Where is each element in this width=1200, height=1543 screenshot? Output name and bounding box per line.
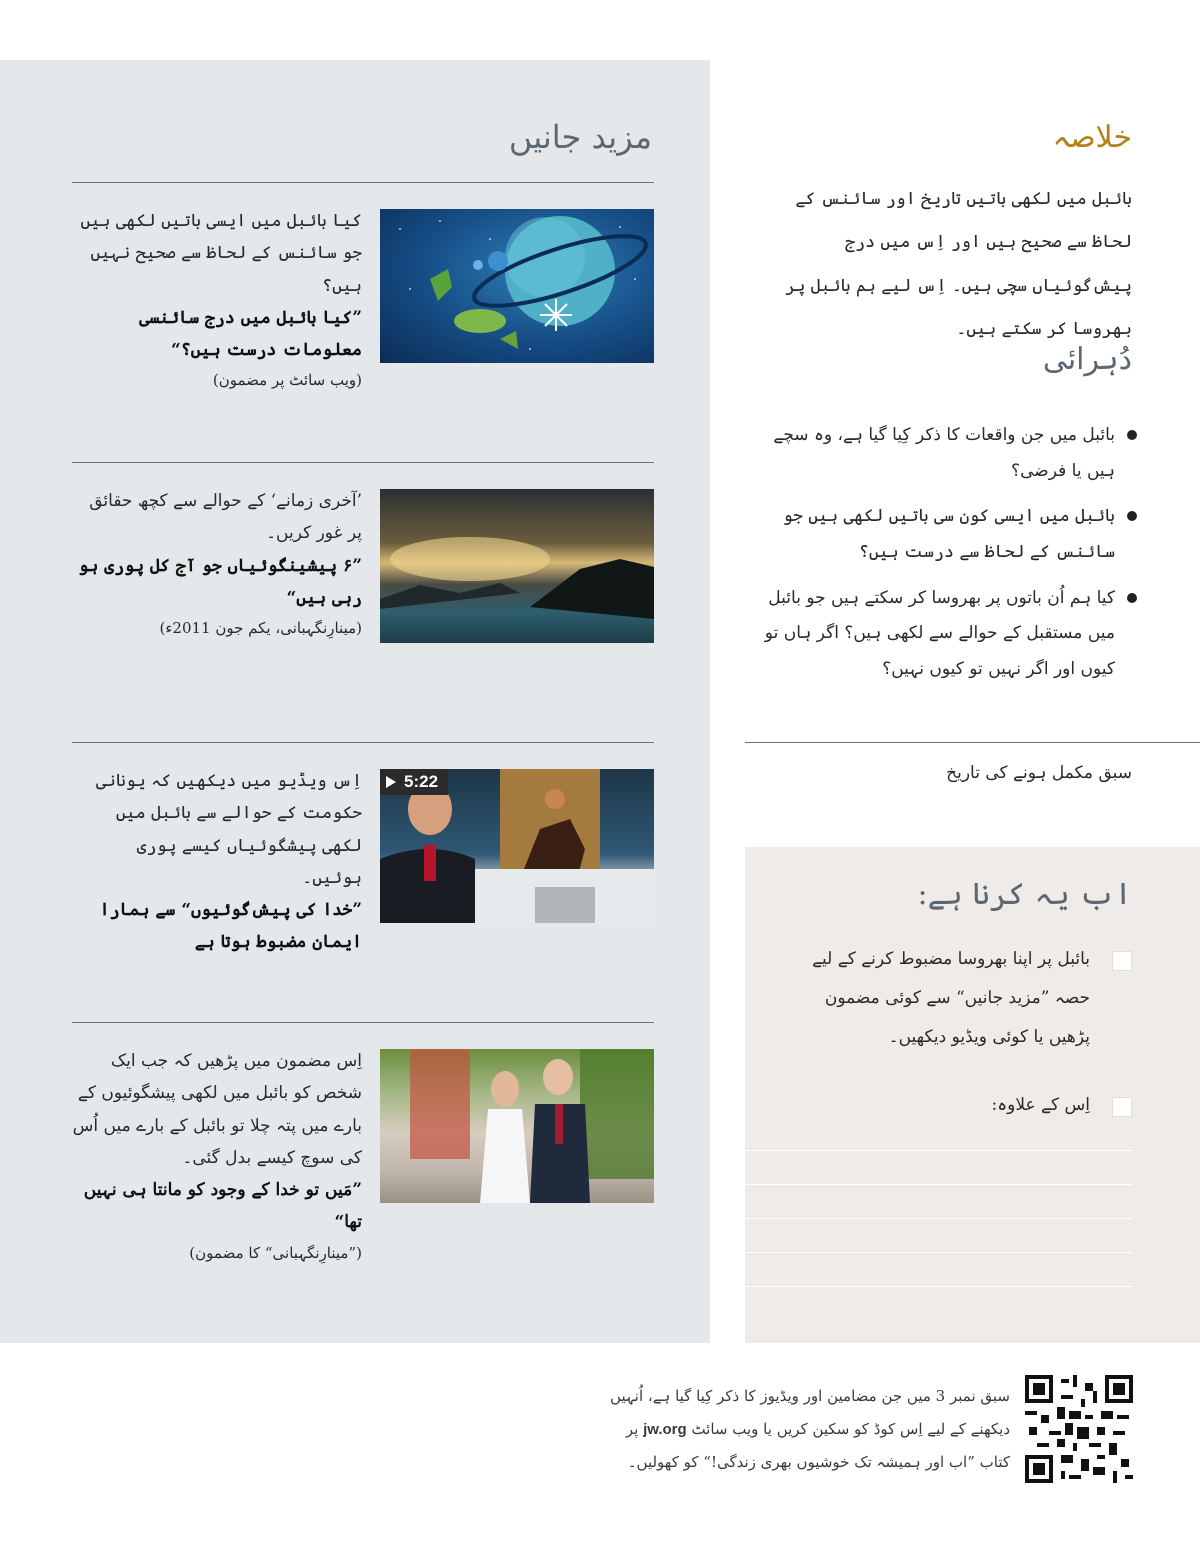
todo-checkbox-1[interactable] [1112,951,1132,971]
divider [72,742,654,743]
todo-item-1: بائبل پر اپنا بھروسا مضبوط کرنے کے لیے حصہ ”مزید جانیں“ سے کوئی مضمون پڑھیں یا کوئی ویڈیو دیکھیں۔ [812,949,1090,1048]
divider [72,462,654,463]
article-text-3 [72,765,362,959]
video-duration: 5:22 [404,772,439,791]
video-thumbnail[interactable] [380,769,654,923]
article-link[interactable]: ”۶ پیشینگوئیاں جو آج کل پوری ہو رہی ہیں“ [78,555,362,608]
divider [745,742,1200,743]
article-image-storm[interactable] [380,489,654,643]
article-text-1 [72,205,362,395]
more-title: مزید جانیں [508,118,652,156]
review-question: بائبل میں جن واقعات کا ذکر کِیا گیا ہے، وہ سچے ہیں یا فرضی؟ [760,418,1115,489]
write-line[interactable] [745,1184,1133,1185]
todo-title: اب یہ کرنا ہے: [917,877,1132,912]
video-link[interactable]: ”خدا کی پیش‌گوئیوں“ سے ہمارا ایمان مضبوط ہوتا ہے [99,900,362,953]
video-duration-badge [380,769,448,795]
bullet-icon [1127,593,1137,603]
article-text-2 [72,485,362,643]
divider [72,182,654,183]
couple-scene [380,1049,654,1203]
site-link[interactable]: jw.org [643,1421,687,1438]
bullet-icon [1127,511,1137,521]
article-source: (مینارِنگہبانی، یکم جون 2011ء) [159,619,362,638]
review-title: دُہرائی [1042,342,1132,377]
article-intro: ’آخری زمانے‘ کے حوالے سے کچھ حقائق پر غور کریں۔ [89,491,362,544]
video-intro: اِس ویڈیو میں دیکھیں کہ یونانی حکومت کے حوالے سے بائبل میں لکھی پیشگوئیاں کیسے پوری ہوئیں۔ [95,771,362,888]
bullet-icon [1127,430,1137,440]
completion-date-label: سبق مکمل ہونے کی تاریخ [946,763,1132,783]
review-questions [760,418,1115,698]
article-link[interactable]: ”مَیں تو خدا کے وجود کو مانتا ہی نہیں تھا“ [83,1180,362,1233]
review-question: کیا ہم اُن باتوں پر بھروسا کر سکتے ہیں جو بائبل میں مستقبل کے حوالے سے لکھی ہیں؟ اگر ہاں تو کیوں اور اگر نہیں تو کیوں نہیں؟ [760,581,1115,688]
play-icon [386,776,396,788]
footer-text: سبق نمبر 3 میں جن مضامین اور ویڈیوز کا ذکر کِیا گیا ہے، اُنہیں دیکھنے کے لیے اِس کوڈ کو سکین کریں یا ویب سائٹ jw.org پر کتاب ”اب اور ہمیشہ تک خوشیوں بھری زندگی!“ کو کھولیں۔ [610,1387,1010,1471]
planet-illustration [380,209,654,363]
article-image-space[interactable] [380,209,654,363]
qr-code-icon[interactable] [1025,1375,1133,1483]
article-intro: اِس مضمون میں پڑھیں کہ جب ایک شخص کو بائبل میں لکھی پیشگوئیوں کے بارے میں پتہ چلا تو بائبل کے بارے میں اُس کی سوچ کیسے بدل گئی۔ [72,1051,362,1168]
write-line[interactable] [745,1218,1133,1219]
todo-item-2: اِس کے علاوہ: [991,1095,1090,1115]
article-source: (”مینارِنگہبانی“ کا مضمون) [189,1243,362,1262]
summary-title: خلاصہ [1052,120,1132,155]
review-question: بائبل میں ایسی کون سی باتیں لکھی ہیں جو سائنس کے لحاظ سے درست ہیں؟ [760,499,1115,570]
todo-checkbox-2[interactable] [1112,1097,1132,1117]
article-intro: کیا بائبل میں ایسی باتیں لکھی ہیں جو سائنس کے لحاظ سے صحیح نہیں ہیں؟ [80,211,362,296]
write-line[interactable] [745,1252,1133,1253]
write-line[interactable] [745,1150,1133,1151]
write-line[interactable] [745,1286,1133,1287]
divider [72,1022,654,1023]
storm-landscape [380,489,654,643]
article-image-couple[interactable] [380,1049,654,1203]
article-link[interactable]: ”کیا بائبل میں درج سائنسی معلومات درست ہیں؟“ [139,307,362,361]
article-text-4 [72,1045,362,1267]
summary-text: بائبل میں لکھی باتیں تاریخ اور سائنس کے لحاظ سے صحیح ہیں اور اِس میں درج پیش‌گوئیاں سچی ہیں۔ اِس لیے ہم بائبل پر بھروسا کر سکتے ہیں۔ [785,189,1132,340]
article-source: (ویب سائٹ پر مضمون) [212,371,362,390]
